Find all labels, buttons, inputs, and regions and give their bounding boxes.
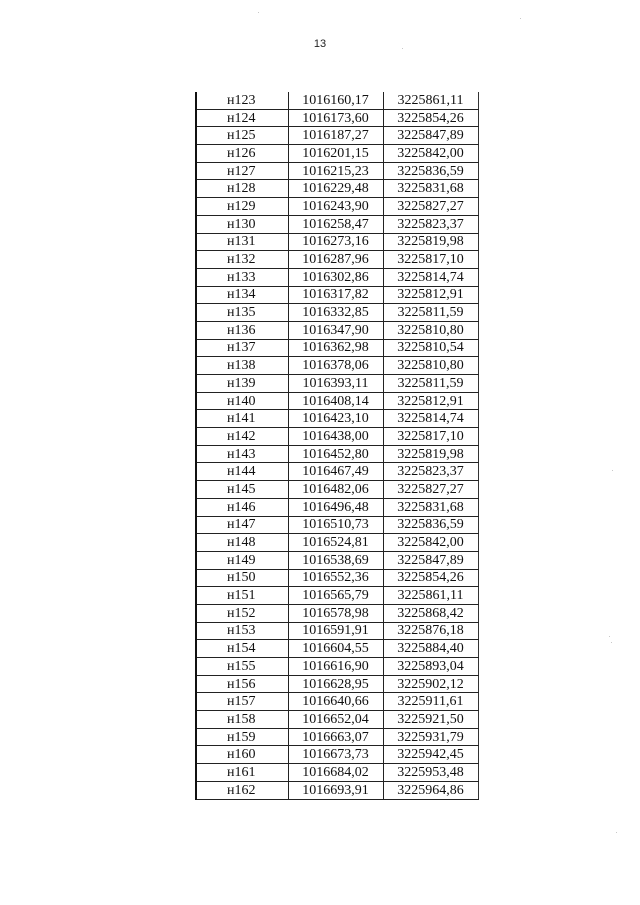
point-name-cell: н141 [196,410,288,428]
x-coordinate-cell: 1016215,23 [288,162,383,180]
x-coordinate-cell: 1016452,80 [288,445,383,463]
point-name-cell: н155 [196,658,288,676]
point-name-cell: н154 [196,640,288,658]
x-coordinate-cell: 1016591,91 [288,622,383,640]
point-name-cell: н123 [196,92,288,109]
point-name-cell: н133 [196,268,288,286]
table-row [196,198,478,216]
point-name-cell: н156 [196,675,288,693]
x-coordinate-cell: 1016496,48 [288,498,383,516]
x-coordinate-cell: 1016393,11 [288,375,383,393]
table-row [196,392,478,410]
table-row [196,145,478,163]
point-name-cell: н147 [196,516,288,534]
table-row [196,268,478,286]
x-coordinate-cell: 1016287,96 [288,251,383,269]
point-name-cell: н129 [196,198,288,216]
table-row [196,127,478,145]
point-name-cell: н152 [196,604,288,622]
point-name-cell: н140 [196,392,288,410]
coordinates-table-body [196,92,478,799]
x-coordinate-cell: 1016378,06 [288,357,383,375]
y-coordinate-cell: 3225861,11 [383,587,478,605]
point-name-cell: н160 [196,746,288,764]
table-row [196,215,478,233]
point-name-cell: н162 [196,781,288,799]
y-coordinate-cell: 3225810,54 [383,339,478,357]
y-coordinate-cell: 3225812,91 [383,392,478,410]
point-name-cell: н158 [196,711,288,729]
point-name-cell: н126 [196,145,288,163]
point-name-cell: н138 [196,357,288,375]
coordinates-table [195,92,479,800]
point-name-cell: н135 [196,304,288,322]
x-coordinate-cell: 1016317,82 [288,286,383,304]
y-coordinate-cell: 3225876,18 [383,622,478,640]
x-coordinate-cell: 1016273,16 [288,233,383,251]
table-row [196,251,478,269]
table-row [196,428,478,446]
y-coordinate-cell: 3225812,91 [383,286,478,304]
x-coordinate-cell: 1016229,48 [288,180,383,198]
table-row [196,764,478,782]
point-name-cell: н134 [196,286,288,304]
y-coordinate-cell: 3225836,59 [383,162,478,180]
x-coordinate-cell: 1016565,79 [288,587,383,605]
point-name-cell: н130 [196,215,288,233]
point-name-cell: н125 [196,127,288,145]
x-coordinate-cell: 1016673,73 [288,746,383,764]
y-coordinate-cell: 3225817,10 [383,251,478,269]
table-row [196,622,478,640]
point-name-cell: н150 [196,569,288,587]
table-row [196,728,478,746]
point-name-cell: н151 [196,587,288,605]
y-coordinate-cell: 3225921,50 [383,711,478,729]
point-name-cell: н146 [196,498,288,516]
table-row [196,481,478,499]
y-coordinate-cell: 3225842,00 [383,145,478,163]
table-row [196,569,478,587]
point-name-cell: н157 [196,693,288,711]
table-row [196,304,478,322]
x-coordinate-cell: 1016302,86 [288,268,383,286]
point-name-cell: н132 [196,251,288,269]
y-coordinate-cell: 3225942,45 [383,746,478,764]
x-coordinate-cell: 1016332,85 [288,304,383,322]
x-coordinate-cell: 1016467,49 [288,463,383,481]
y-coordinate-cell: 3225884,40 [383,640,478,658]
table-row [196,357,478,375]
x-coordinate-cell: 1016552,36 [288,569,383,587]
point-name-cell: н159 [196,728,288,746]
y-coordinate-cell: 3225868,42 [383,604,478,622]
y-coordinate-cell: 3225827,27 [383,481,478,499]
x-coordinate-cell: 1016347,90 [288,321,383,339]
x-coordinate-cell: 1016243,90 [288,198,383,216]
y-coordinate-cell: 3225953,48 [383,764,478,782]
point-name-cell: н145 [196,481,288,499]
y-coordinate-cell: 3225814,74 [383,410,478,428]
point-name-cell: н127 [196,162,288,180]
y-coordinate-cell: 3225902,12 [383,675,478,693]
table-row [196,321,478,339]
scan-speck [402,48,403,49]
scan-speck [258,12,259,13]
table-row [196,286,478,304]
y-coordinate-cell: 3225811,59 [383,375,478,393]
table-row [196,746,478,764]
x-coordinate-cell: 1016423,10 [288,410,383,428]
y-coordinate-cell: 3225831,68 [383,180,478,198]
y-coordinate-cell: 3225814,74 [383,268,478,286]
point-name-cell: н148 [196,534,288,552]
table-row [196,180,478,198]
y-coordinate-cell: 3225931,79 [383,728,478,746]
point-name-cell: н153 [196,622,288,640]
x-coordinate-cell: 1016628,95 [288,675,383,693]
table-row [196,551,478,569]
point-name-cell: н137 [196,339,288,357]
table-row [196,675,478,693]
table-row [196,92,478,109]
table-row [196,604,478,622]
y-coordinate-cell: 3225836,59 [383,516,478,534]
table-row [196,658,478,676]
x-coordinate-cell: 1016510,73 [288,516,383,534]
table-row [196,587,478,605]
point-name-cell: н128 [196,180,288,198]
y-coordinate-cell: 3225861,11 [383,92,478,109]
scan-speck [520,18,521,19]
y-coordinate-cell: 3225823,37 [383,215,478,233]
x-coordinate-cell: 1016408,14 [288,392,383,410]
table-row [196,534,478,552]
scan-speck [612,470,613,471]
x-coordinate-cell: 1016663,07 [288,728,383,746]
point-name-cell: н142 [196,428,288,446]
table-row [196,640,478,658]
scan-speck [616,832,617,833]
point-name-cell: н139 [196,375,288,393]
point-name-cell: н131 [196,233,288,251]
table-row [196,339,478,357]
x-coordinate-cell: 1016578,98 [288,604,383,622]
x-coordinate-cell: 1016173,60 [288,109,383,127]
x-coordinate-cell: 1016693,91 [288,781,383,799]
x-coordinate-cell: 1016201,15 [288,145,383,163]
y-coordinate-cell: 3225847,89 [383,127,478,145]
point-name-cell: н143 [196,445,288,463]
y-coordinate-cell: 3225831,68 [383,498,478,516]
y-coordinate-cell: 3225847,89 [383,551,478,569]
table-row [196,498,478,516]
table-row [196,375,478,393]
page-number: 13 [313,38,327,50]
x-coordinate-cell: 1016187,27 [288,127,383,145]
point-name-cell: н144 [196,463,288,481]
y-coordinate-cell: 3225911,61 [383,693,478,711]
y-coordinate-cell: 3225842,00 [383,534,478,552]
y-coordinate-cell: 3225854,26 [383,109,478,127]
x-coordinate-cell: 1016438,00 [288,428,383,446]
y-coordinate-cell: 3225827,27 [383,198,478,216]
y-coordinate-cell: 3225819,98 [383,233,478,251]
y-coordinate-cell: 3225810,80 [383,357,478,375]
x-coordinate-cell: 1016160,17 [288,92,383,109]
x-coordinate-cell: 1016684,02 [288,764,383,782]
table-row [196,109,478,127]
x-coordinate-cell: 1016652,04 [288,711,383,729]
y-coordinate-cell: 3225823,37 [383,463,478,481]
x-coordinate-cell: 1016538,69 [288,551,383,569]
scan-speck [609,636,610,637]
y-coordinate-cell: 3225811,59 [383,304,478,322]
table-row [196,781,478,799]
y-coordinate-cell: 3225854,26 [383,569,478,587]
table-row [196,693,478,711]
x-coordinate-cell: 1016524,81 [288,534,383,552]
x-coordinate-cell: 1016604,55 [288,640,383,658]
y-coordinate-cell: 3225819,98 [383,445,478,463]
table-row [196,463,478,481]
y-coordinate-cell: 3225964,86 [383,781,478,799]
x-coordinate-cell: 1016616,90 [288,658,383,676]
table-row [196,162,478,180]
point-name-cell: н161 [196,764,288,782]
scan-speck [611,642,612,643]
point-name-cell: н124 [196,109,288,127]
y-coordinate-cell: 3225893,04 [383,658,478,676]
table-row [196,445,478,463]
table-row [196,516,478,534]
x-coordinate-cell: 1016482,06 [288,481,383,499]
x-coordinate-cell: 1016640,66 [288,693,383,711]
point-name-cell: н149 [196,551,288,569]
y-coordinate-cell: 3225810,80 [383,321,478,339]
y-coordinate-cell: 3225817,10 [383,428,478,446]
table-row [196,233,478,251]
point-name-cell: н136 [196,321,288,339]
table-row [196,410,478,428]
table-row [196,711,478,729]
x-coordinate-cell: 1016258,47 [288,215,383,233]
x-coordinate-cell: 1016362,98 [288,339,383,357]
